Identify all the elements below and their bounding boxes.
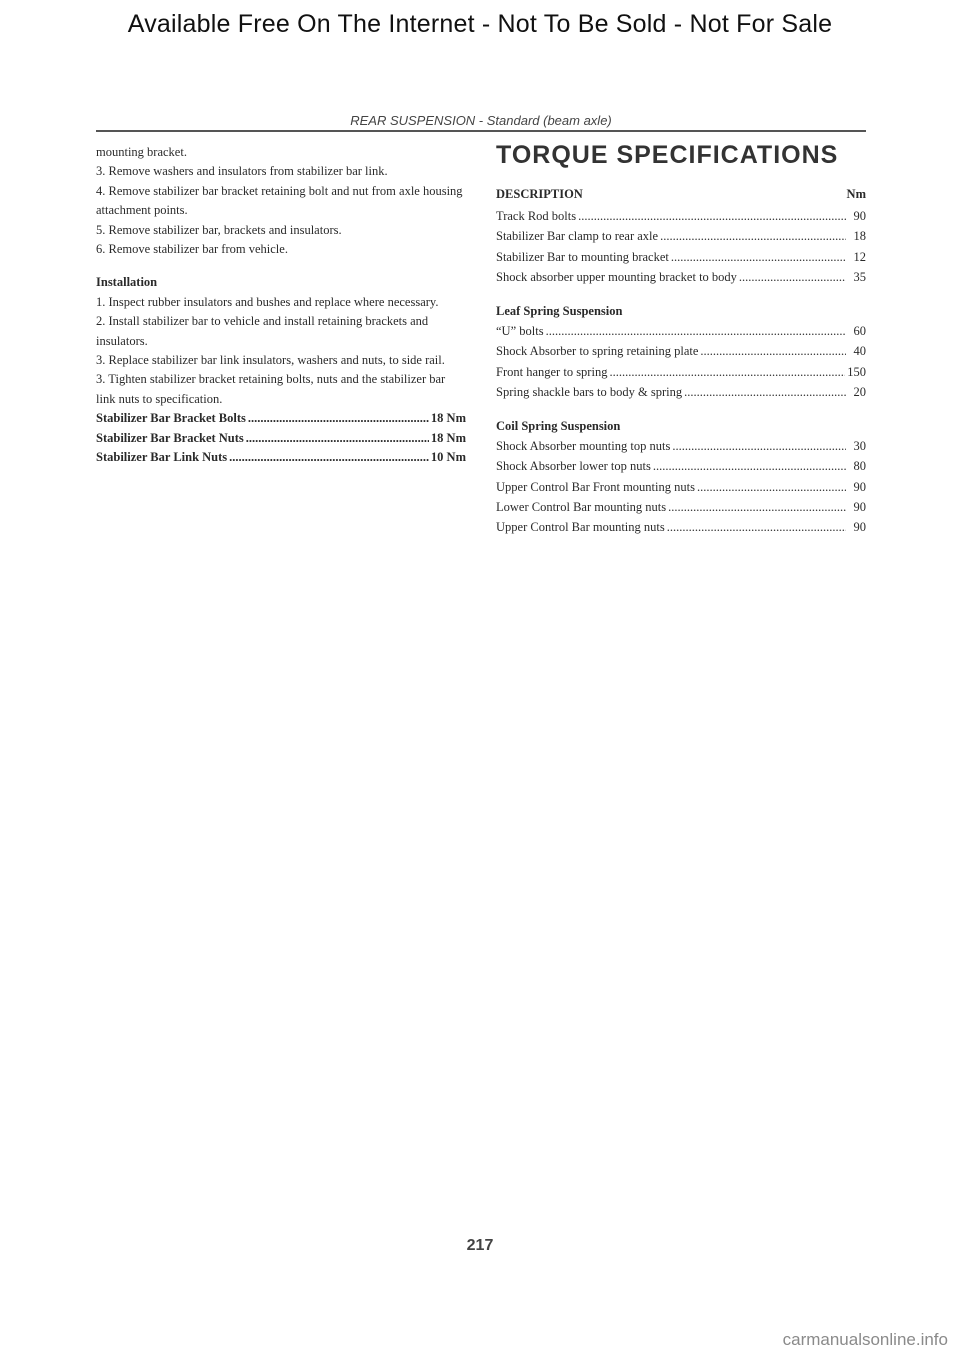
- installation-step: 3. Tighten stabilizer bracket retaining bolts, nuts and the stabilizer bar link nuts to specification.: [96, 372, 446, 406]
- torque-value: 30: [853, 439, 866, 454]
- torque-label: Shock Absorber to spring retaining plate: [496, 344, 699, 359]
- installation-heading: Installation: [96, 275, 158, 290]
- torque-row: [496, 456, 866, 476]
- torque-row: [496, 341, 866, 361]
- torque-value: 35: [853, 269, 866, 284]
- spec-line: [96, 448, 466, 467]
- installation-step: 2. Install stabilizer bar to vehicle and install retaining brackets and insulators.: [96, 314, 429, 348]
- torque-row: [496, 362, 866, 382]
- torque-value: 18: [853, 229, 866, 244]
- unit-column-header: Nm: [846, 187, 866, 201]
- installation-step: 3. Replace stabilizer bar link insulators, washers and nuts, to side rail.: [96, 353, 445, 368]
- description-column-header: DESCRIPTION: [496, 187, 583, 201]
- removal-step: 4. Remove stabilizer bar bracket retaining bolt and nut from axle housing attachment points.: [96, 183, 463, 218]
- spec-label: Stabilizer Bar Bracket Bolts: [96, 411, 246, 426]
- coil-spring-heading: Coil Spring Suspension: [496, 419, 621, 434]
- torque-specifications: [496, 140, 866, 537]
- torque-row: [496, 382, 866, 402]
- header-rule: [96, 130, 866, 132]
- torque-title: TORQUE SPECIFICATIONS: [496, 141, 839, 169]
- removal-step: mounting bracket.: [96, 145, 187, 159]
- torque-label: Upper Control Bar mounting nuts: [496, 520, 665, 535]
- page-number: 217: [466, 1237, 494, 1254]
- torque-label: Upper Control Bar Front mounting nuts: [496, 479, 695, 494]
- source-watermark: carmanualsonline.info: [782, 1330, 948, 1349]
- torque-label: Track Rod bolts: [496, 209, 577, 224]
- torque-label: Stabilizer Bar clamp to rear axle: [496, 229, 659, 244]
- torque-label: Shock Absorber lower top nuts: [496, 459, 651, 474]
- torque-row: [496, 321, 866, 341]
- spec-line: [96, 409, 466, 428]
- torque-row: [496, 206, 866, 226]
- spec-line: [96, 429, 466, 448]
- torque-value: 90: [853, 520, 866, 535]
- torque-row: [496, 267, 866, 287]
- torque-table-header: [496, 184, 866, 204]
- spec-label: Stabilizer Bar Link Nuts: [96, 450, 228, 465]
- torque-row: [496, 436, 866, 456]
- torque-value: 80: [853, 459, 866, 474]
- removal-step: 6. Remove stabilizer bar from vehicle.: [96, 242, 288, 257]
- torque-label: Shock absorber upper mounting bracket to body: [496, 269, 737, 284]
- torque-value: 90: [853, 479, 866, 494]
- torque-label: Spring shackle bars to body & spring: [496, 384, 683, 399]
- torque-row: [496, 247, 866, 267]
- leaf-spring-heading: Leaf Spring Suspension: [496, 304, 623, 319]
- section-header: REAR SUSPENSION - Standard (beam axle): [350, 113, 612, 128]
- torque-label: “U” bolts: [496, 324, 544, 339]
- torque-row: [496, 497, 866, 517]
- torque-value: 12: [853, 249, 866, 264]
- torque-value: 40: [853, 344, 866, 359]
- torque-value: 150: [847, 364, 866, 379]
- removal-step: 5. Remove stabilizer bar, brackets and insulators.: [96, 222, 342, 237]
- torque-label: Stabilizer Bar to mounting bracket: [496, 249, 669, 264]
- installation-step: 1. Inspect rubber insulators and bushes and replace where necessary.: [96, 294, 439, 309]
- torque-label: Shock Absorber mounting top nuts: [496, 439, 671, 454]
- removal-step: 3. Remove washers and insulators from stabilizer bar link.: [96, 164, 388, 179]
- torque-label: Front hanger to spring: [496, 364, 608, 379]
- torque-label: Lower Control Bar mounting nuts: [496, 499, 667, 514]
- spec-label: Stabilizer Bar Bracket Nuts: [96, 430, 244, 445]
- torque-row: [496, 226, 866, 246]
- spec-value: 18 Nm: [430, 430, 466, 445]
- spec-value: 10 Nm: [430, 450, 466, 465]
- torque-row: [496, 517, 866, 537]
- torque-value: 90: [853, 209, 866, 224]
- torque-value: 20: [853, 384, 866, 399]
- torque-row: [496, 477, 866, 497]
- torque-value: 60: [853, 324, 866, 339]
- left-column: [96, 143, 466, 468]
- distribution-banner: Available Free On The Internet - Not To Be Sold - Not For Sale: [127, 10, 833, 38]
- spec-value: 18 Nm: [430, 411, 466, 426]
- torque-value: 90: [853, 499, 866, 514]
